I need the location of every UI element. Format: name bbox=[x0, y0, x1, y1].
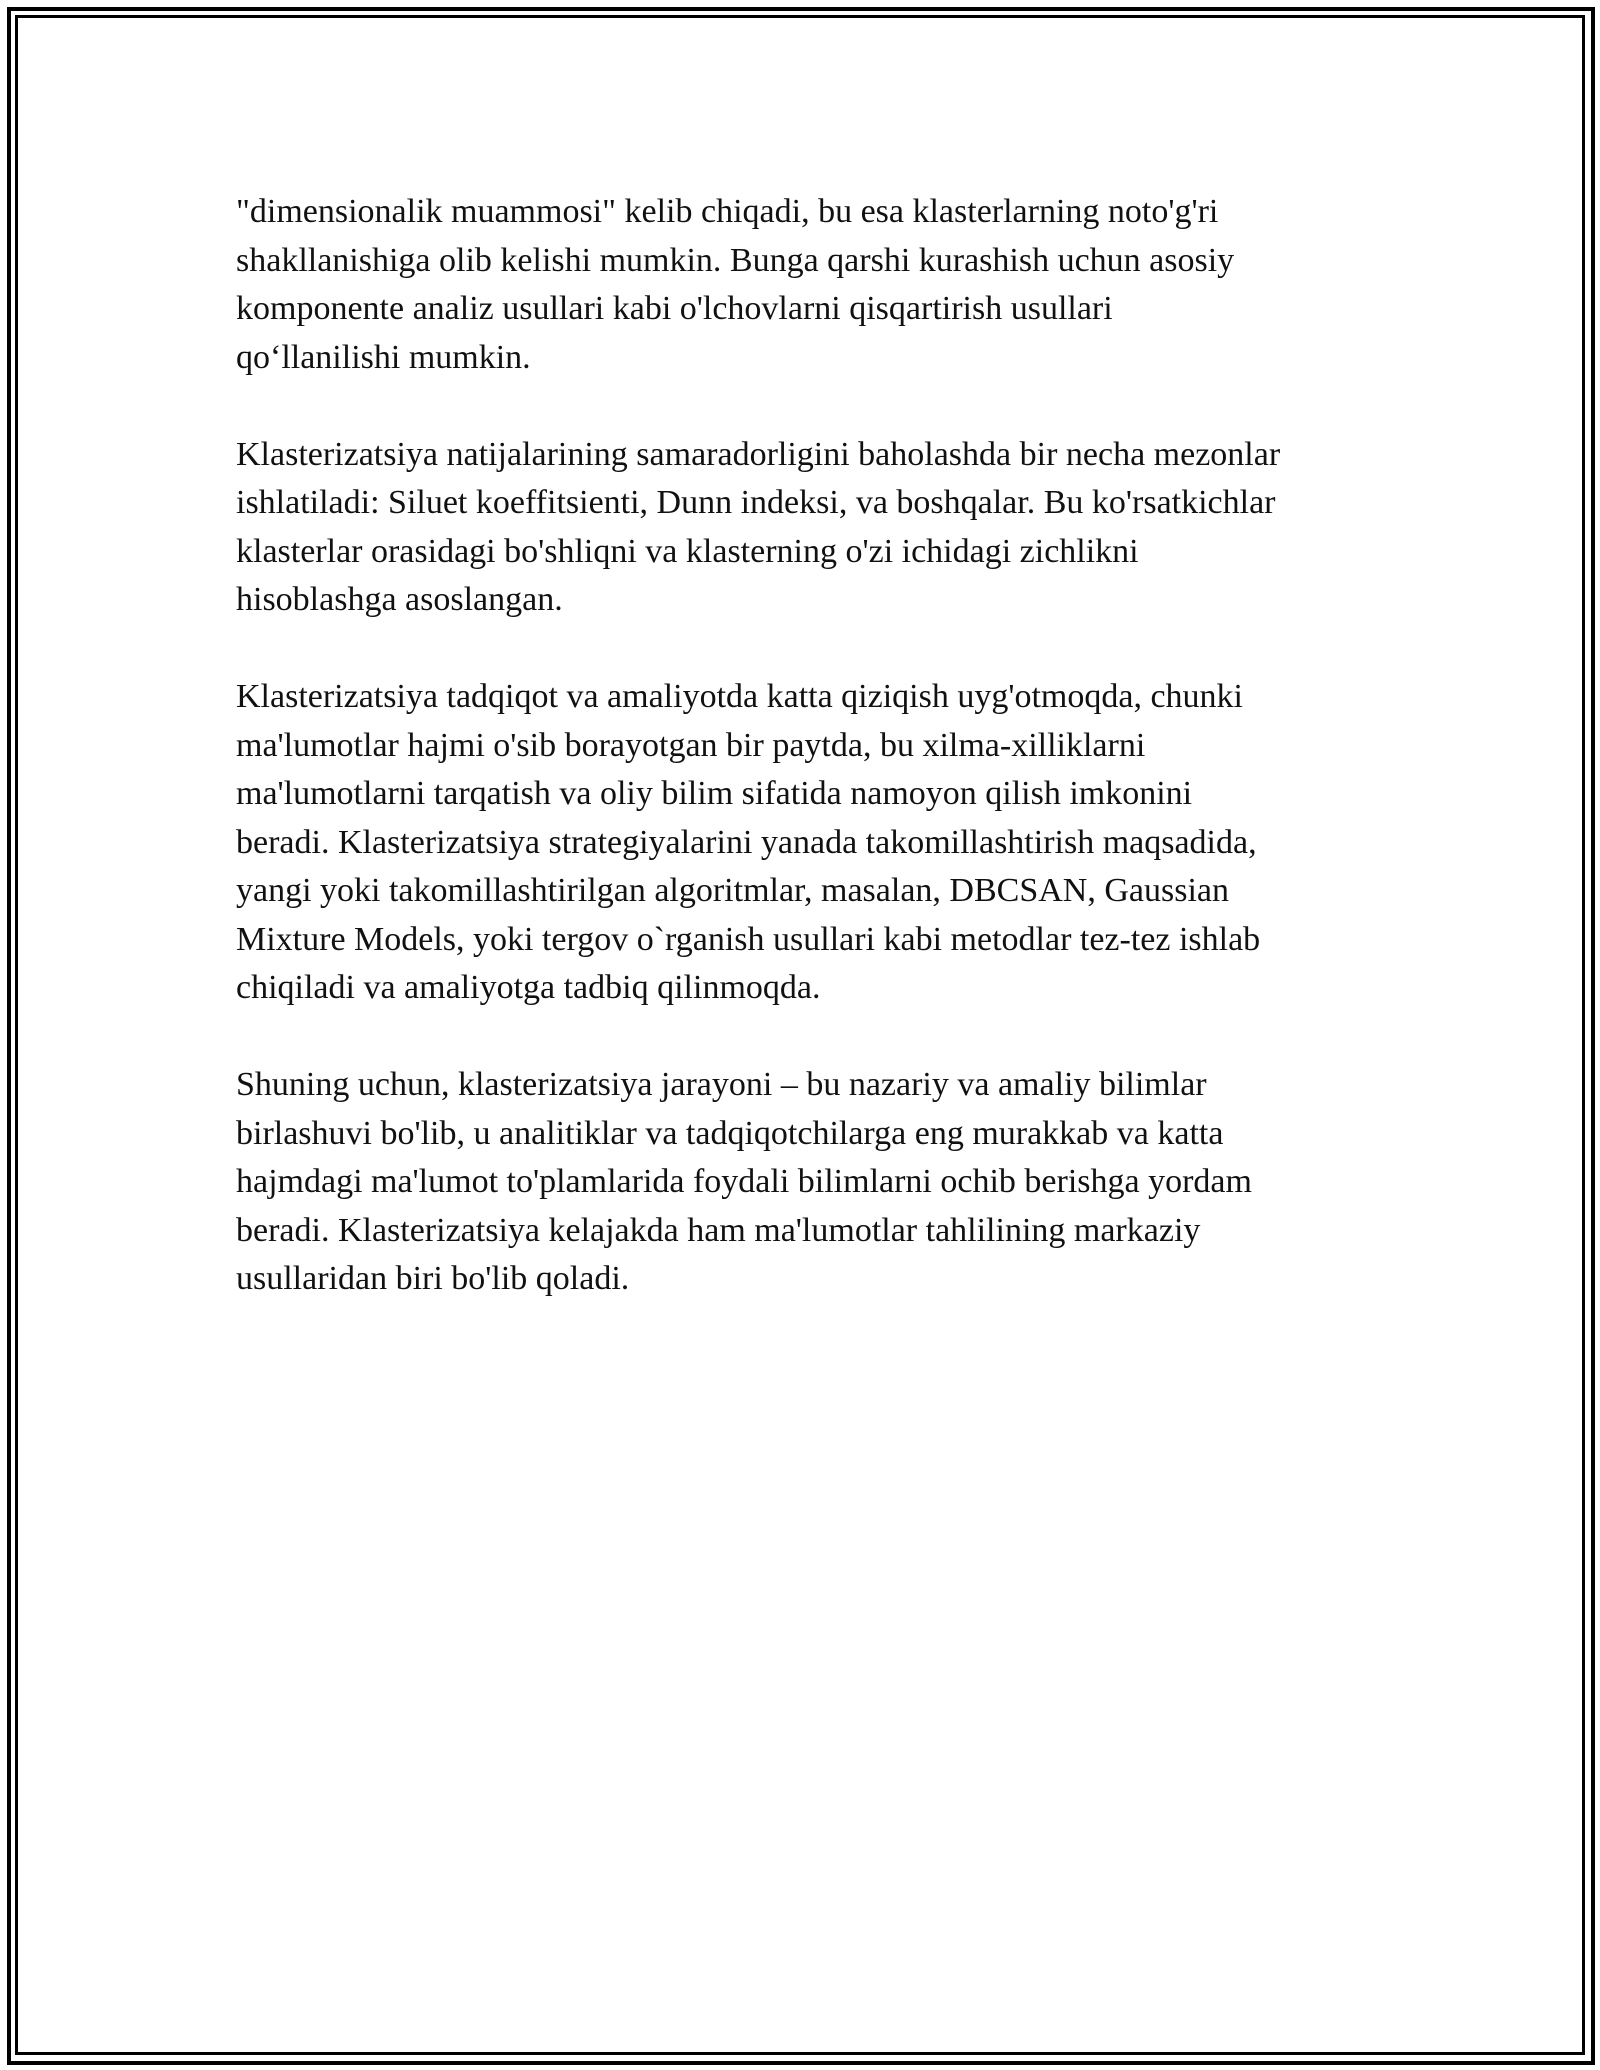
paragraph-1: "dimensionalik muammosi" kelib chiqadi, bu esa klasterlarning noto'g'ri shakllanishiga olib kelishi mumkin. Bunga qarshi kurashish uchun asosiy komponente analiz usullari kabi o'lchovlarni qisqartirish usullari qo‘llanilishi mumkin. bbox=[236, 193, 1235, 376]
document-body bbox=[236, 188, 1386, 1352]
paragraph-4: Shuning uchun, klasterizatsiya jarayoni – bu nazariy va amaliy bilimlar birlashuvi bo'lib, u analitiklar va tadqiqotchilarga eng murakkab va katta hajmdagi ma'lumot to'plamlarida foydali bilimlarni ochib berishga yordam beradi. Klasterizatsiya kelajakda ham ma'lumotlar tahlilining markaziy usullaridan biri bo'lib qoladi. bbox=[236, 1066, 1252, 1297]
paragraph-2: Klasterizatsiya natijalarining samaradorligini baholashda bir necha mezonlar ishlatiladi: Siluet koeffitsienti, Dunn indeksi, va boshqalar. Bu ko'rsatkichlar klasterlar orasidagi bo'shliqni va klasterning o'zi ichidagi zichlikni hisoblashga asoslangan. bbox=[236, 435, 1281, 618]
paragraph-3: Klasterizatsiya tadqiqot va amaliyotda katta qiziqish uyg'otmoqda, chunki ma'lumotlar hajmi o'sib borayotgan bir paytda, bu xilma-xilliklarni ma'lumotlarni tarqatish va oliy bilim sifatida namoyon qilish imkonini beradi. Klasterizatsiya strategiyalarini yanada takomillashtirish maqsadida, yangi yoki takomillashtirilgan algoritmlar, masalan, DBCSAN, Gaussian Mixture Models, yoki tergov o`rganish usullari kabi metodlar tez-tez ishlab chiqiladi va amaliyotga tadbiq qilinmoqda. bbox=[236, 678, 1261, 1006]
